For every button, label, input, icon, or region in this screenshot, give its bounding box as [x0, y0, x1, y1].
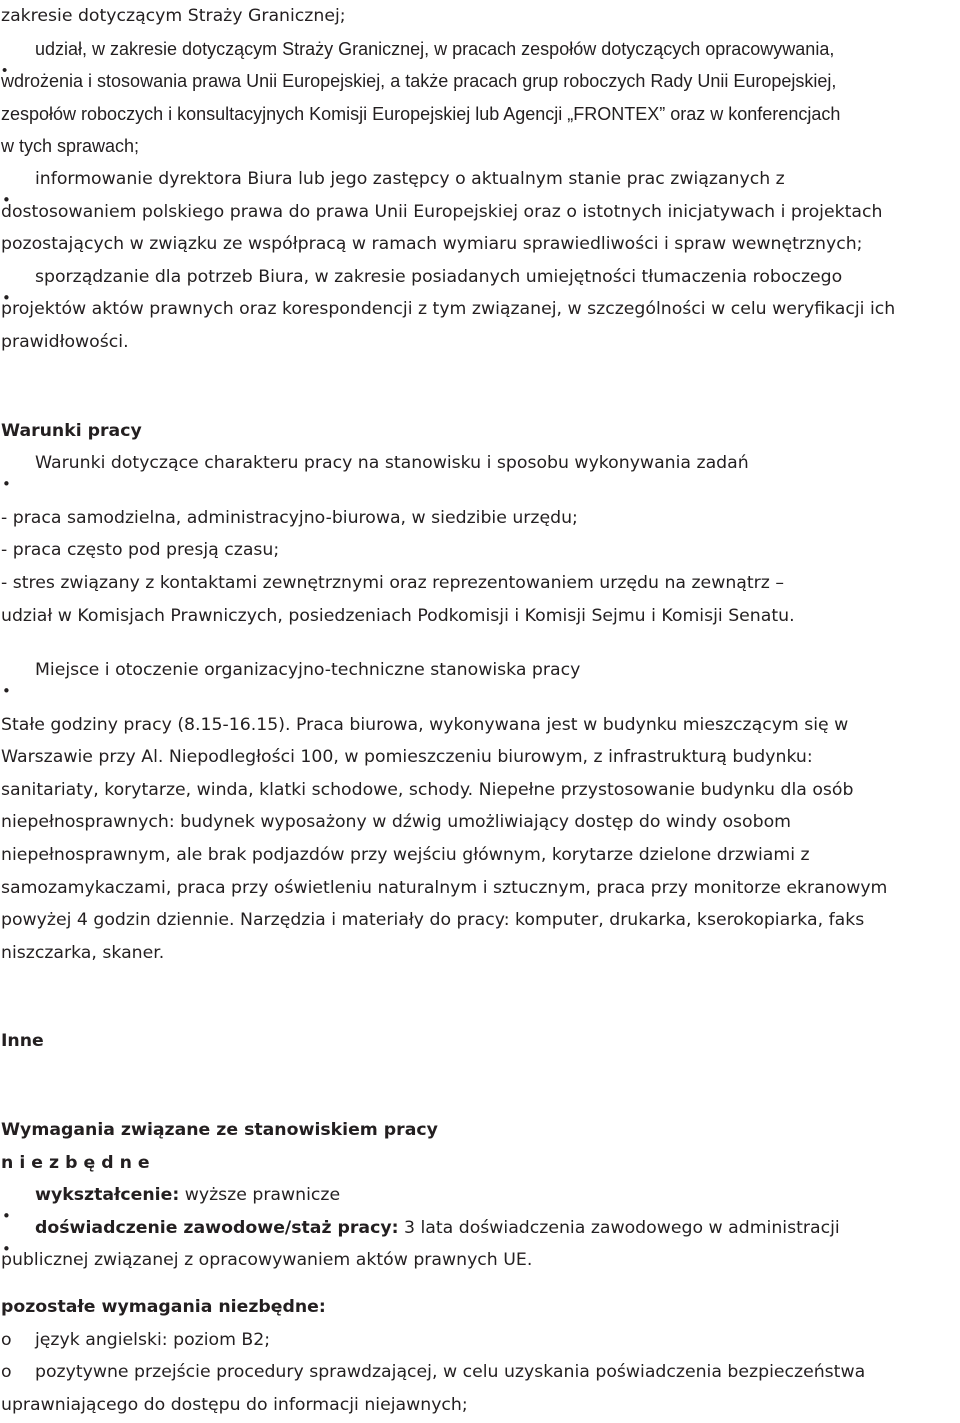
text-line: sporządzanie dla potrzeb Biura, w zakresie posiadanych umiejętności tłumaczenia roboczego [35, 266, 843, 287]
text-line: uprawniającego do dostępu do informacji niejawnych; [1, 1394, 468, 1415]
section-heading: Warunki pracy [1, 420, 142, 441]
text-line: publicznej związanej z opracowywaniem aktów prawnych UE. [1, 1250, 533, 1271]
text-line: niepełnosprawnych: budynek wyposażony w dźwig umożliwiający dostęp do windy osobom [1, 812, 791, 833]
section-heading: Inne [1, 1031, 44, 1052]
requirement-value: 3 lata doświadczenia zawodowego w administracji [398, 1217, 840, 1238]
duties-section [1, 0, 960, 359]
list-item [1, 1324, 960, 1357]
text-line: udział w Komisjach Prawniczych, posiedzeniach Podkomisji i Komisji Sejmu i Komisji Senatu. [1, 605, 795, 626]
text-line: Warszawie przy Al. Niepodległości 100, w pomieszczeniu biurowym, z infrastrukturą budynku: [1, 747, 813, 768]
text-line: sanitariaty, korytarze, winda, klatki schodowe, schody. Niepełne przystosowanie budynku dla osób [1, 779, 854, 800]
text-line: prawidłowości. [1, 331, 129, 352]
circle-bullet-icon: o [1, 1329, 12, 1350]
text-line: język angielski: poziom B2; [35, 1329, 271, 1350]
subheading-pozostale: pozostałe wymagania niezbędne: [1, 1297, 326, 1317]
text-line: - praca często pod presją czasu; [1, 540, 280, 561]
text-line: udział, w zakresie dotyczącym Straży Granicznej, w pracach zespołów dotyczących opracowywania, [35, 38, 835, 59]
requirement-label: wykształcenie: [35, 1185, 180, 1206]
text-line: powyżej 4 godzin dziennie. Narzędzia i materiały do pracy: komputer, drukarka, kserokopiarka, faks [1, 910, 865, 931]
text-line: Warunki dotyczące charakteru pracy na stanowisku i sposobu wykonywania zadań [35, 453, 749, 474]
text-line: informowanie dyrektora Biura lub jego zastępcy o aktualnym stanie prac związanych z [35, 168, 785, 189]
text-line: dostosowaniem polskiego prawa do prawa Unii Europejskiej oraz o istotnych inicjatywach i projektach [1, 201, 883, 222]
list-item [1, 261, 960, 294]
text-line: zespołów roboczych i konsultacyjnych Komisji Europejskiej lub Agencji „FRONTEX” oraz w konferencjach [1, 103, 841, 124]
text-line: pozytywne przejście procedury sprawdzającej, w celu uzyskania poświadczenia bezpieczeństwa [35, 1362, 866, 1383]
text-line: - praca samodzielna, administracyjno-biurowa, w siedzibie urzędu; [1, 507, 578, 528]
text-line: - stres związany z kontaktami zewnętrznymi oraz reprezentowaniem urzędu na zewnątrz – [1, 572, 784, 593]
section-heading: Wymagania związane ze stanowiskiem pracy [1, 1120, 438, 1141]
list-item [1, 163, 960, 196]
text-line: pozostających w związku ze współpracą w ramach wymiaru sprawiedliwości i spraw wewnętrznych; [1, 234, 863, 255]
text-line: niszczarka, skaner. [1, 942, 165, 963]
circle-bullet-icon: o [1, 1362, 12, 1383]
text-line: samozamykaczami, praca przy oświetleniu naturalnym i sztucznym, praca przy monitorze ekranowym [1, 877, 888, 898]
text-line: niepełnosprawnym, ale brak podjazdów przy wejściu głównym, korytarze dzielone drzwiami z [1, 845, 810, 866]
list-item [1, 1212, 960, 1245]
text-line: w tych sprawach; [1, 136, 140, 157]
list-item [1, 33, 960, 66]
list-item [1, 447, 960, 480]
warunki-section [1, 415, 960, 970]
list-item [1, 654, 960, 687]
text-line: projektów aktów prawnych oraz korespondencji z tym związanej, w szczególności w celu weryfikacji ich [1, 299, 896, 320]
text-line: Stałe godziny pracy (8.15-16.15). Praca biurowa, wykonywana jest w budynku mieszczącym się w [1, 714, 849, 735]
list-item [1, 1356, 960, 1389]
text-line: wdrożenia i stosowania prawa Unii Europejskiej, a także pracach grup roboczych Rady Unii Europejskiej, [1, 71, 837, 92]
wymagania-section [1, 1114, 960, 1421]
requirement-label: doświadczenie zawodowe/staż pracy: [35, 1217, 399, 1238]
subheading-niezbedne: n i e z b ę d n e [1, 1152, 150, 1173]
text-line: Miejsce i otoczenie organizacyjno-techniczne stanowiska pracy [35, 660, 581, 681]
inne-section [1, 1025, 960, 1058]
requirement-value: wyższe prawnicze [179, 1185, 341, 1206]
list-item [1, 1179, 960, 1212]
text-line: zakresie dotyczącym Straży Granicznej; [1, 6, 346, 26]
